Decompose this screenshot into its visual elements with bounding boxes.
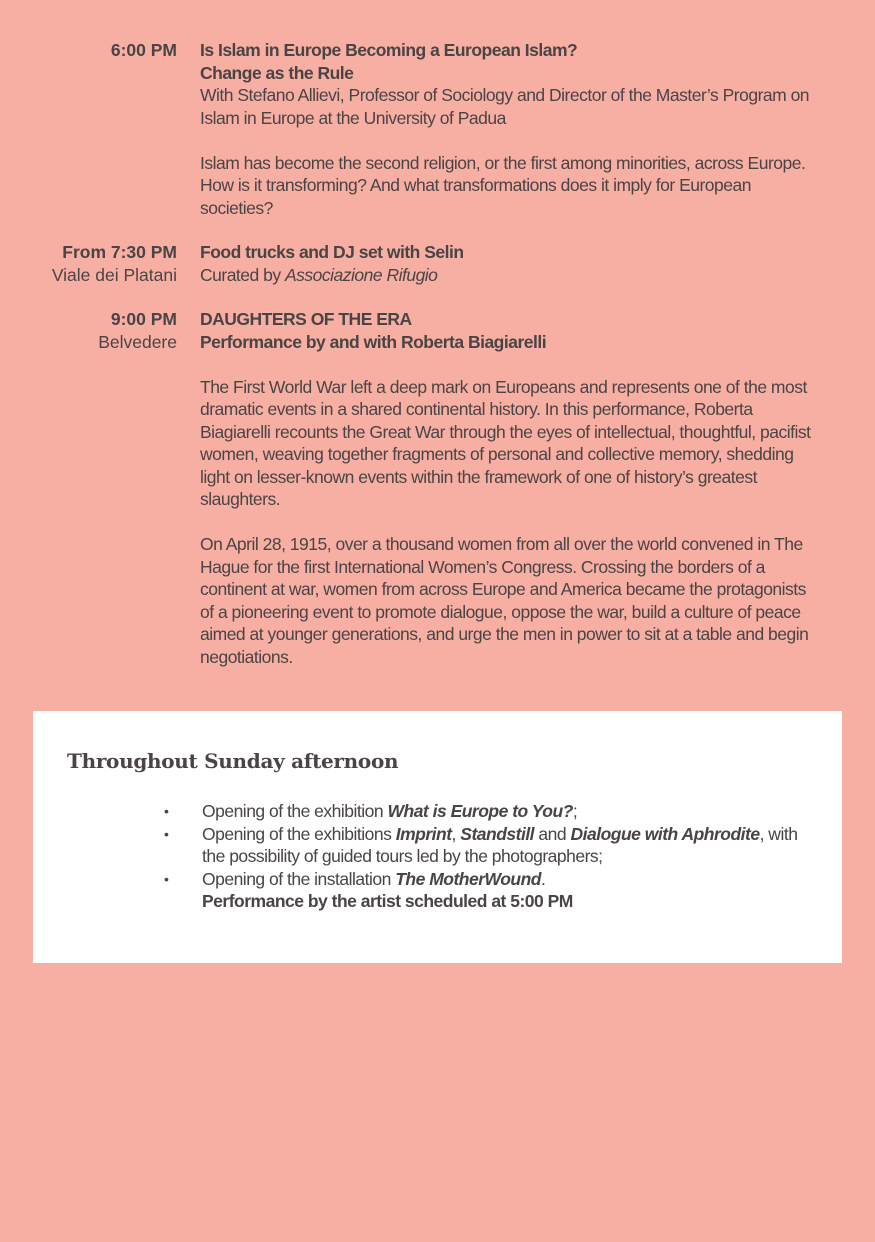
event-paragraph: The First World War left a deep mark on Europeans and represents one of the most dramatic events in a shared continental history. In this performance, Roberta Biagiarelli recounts the Great War through the eyes of intellectual, thoughtful, pacifist women, weaving together fragments of personal and collective memory, shedding light on lesser-known events within the framework of one of history’s greatest slaughters. [200, 376, 811, 509]
event-content [200, 308, 815, 668]
event-islam-talk [0, 39, 875, 219]
sunday-afternoon-panel [33, 711, 842, 963]
bullet-icon: • [164, 803, 169, 819]
list-item [164, 868, 824, 913]
bullet-icon: • [164, 825, 169, 842]
bullet-icon: • [164, 870, 169, 887]
event-content [200, 241, 815, 286]
curator-prefix: Curated by [200, 264, 285, 285]
event-subtitle: Performance by and with Roberta Biagiarelli [200, 331, 547, 352]
event-place: Belvedere [98, 331, 177, 352]
item-suffix: , with the possibility of guided tours led by the photographers; [202, 823, 798, 866]
event-paragraph: On April 28, 1915, over a thousand women from all over the world convened in The Hague for the first International Women’s Congress. Crossing the borders of a continent at war, women from across Europe and America became the protagonists of a pioneering event to promote dialogue, oppose the war, build a culture of peace aimed at younger generations, and urge the men in power to sit at a table and begin negotiations. [200, 534, 809, 667]
sunday-list [164, 800, 824, 913]
event-food-trucks [0, 241, 875, 286]
event-curator-line [200, 264, 815, 287]
evening-schedule [0, 39, 875, 690]
list-item [164, 823, 824, 868]
event-time: From 7:30 PM [62, 242, 177, 262]
item-suffix: . [541, 868, 546, 889]
curator-name: Associazione Rifugio [284, 264, 438, 285]
item-prefix: Opening of the installation [202, 868, 396, 889]
exhibition-title: Dialogue with Aphrodite [570, 823, 760, 844]
exhibition-title: Standstill [460, 823, 535, 844]
event-time: 6:00 PM [110, 40, 177, 60]
panel-heading: Throughout Sunday afternoon [67, 749, 399, 773]
event-time: 9:00 PM [110, 309, 177, 329]
event-content [200, 39, 815, 219]
event-description: Islam has become the second religion, or the first among minorities, across Europe. How is it transforming? And what transformations does it imply for European societies? [200, 152, 806, 218]
event-place: Viale dei Platani [51, 264, 177, 285]
item-separator: , [451, 823, 461, 844]
item-prefix: Opening of the exhibitions [202, 823, 396, 844]
event-title: DAUGHTERS OF THE ERA [200, 309, 412, 329]
event-daughters-of-the-era [0, 308, 875, 668]
item-prefix: Opening of the exhibition [202, 801, 388, 821]
exhibition-title: What is Europe to You? [387, 801, 573, 821]
exhibition-title: Imprint [395, 823, 452, 844]
event-subtitle: Change as the Rule [200, 62, 354, 83]
event-time-column [0, 308, 177, 668]
event-title: Food trucks and DJ set with Selin [200, 242, 464, 262]
list-item [164, 800, 824, 823]
performance-note: Performance by the artist scheduled at 5:00 PM [202, 891, 573, 911]
installation-title: The MotherWound [395, 868, 541, 889]
event-speaker: With Stefano Allievi, Professor of Sociology and Director of the Master’s Program on Islam in Europe at the University of Padua [200, 85, 810, 128]
event-title: Is Islam in Europe Becoming a European Islam? [200, 40, 578, 60]
item-separator: and [534, 823, 571, 844]
item-suffix: ; [572, 801, 578, 821]
event-time-column [0, 241, 177, 286]
event-time-column [0, 39, 177, 219]
